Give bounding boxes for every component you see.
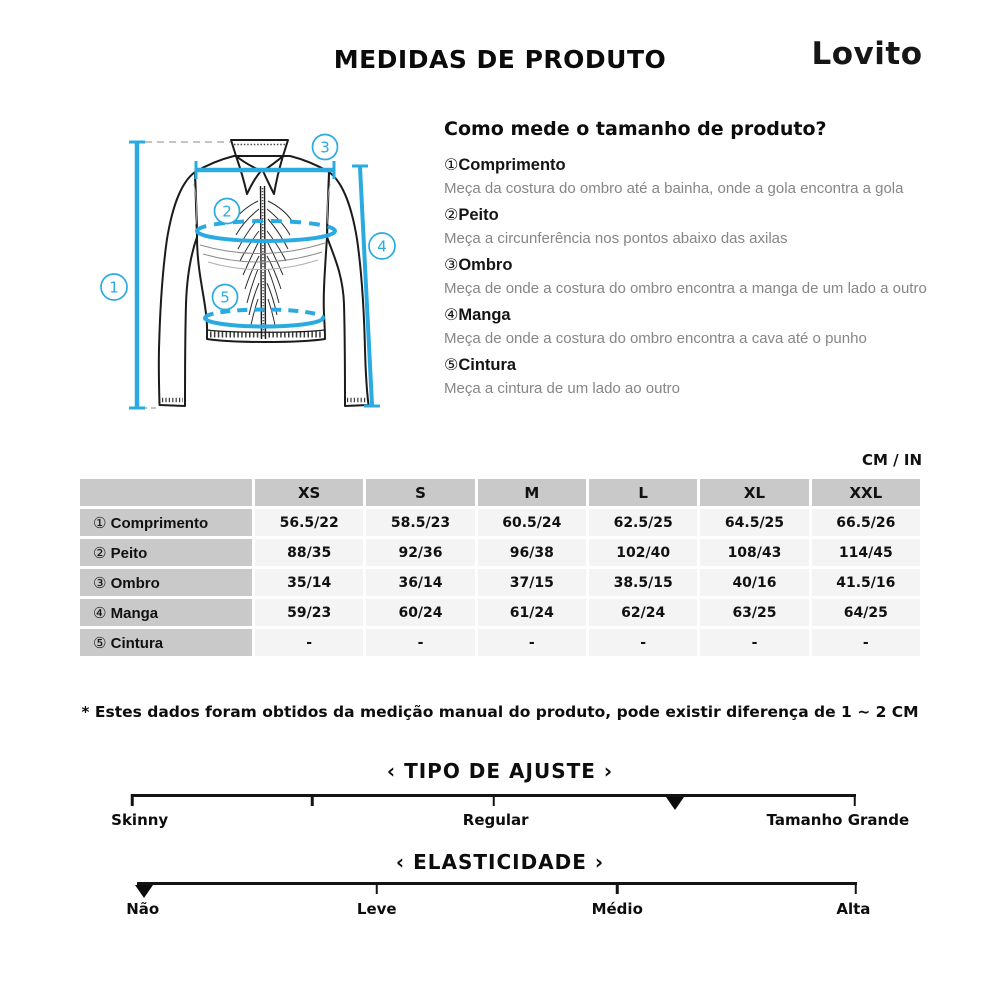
table-row (80, 629, 920, 656)
table-corner-cell (80, 479, 252, 506)
column-header: M (478, 479, 586, 506)
table-cell: 41.5/16 (812, 569, 920, 596)
table-cell: - (255, 629, 363, 656)
slider-track (137, 882, 857, 885)
column-header: S (366, 479, 474, 506)
table-cell: 66.5/26 (812, 509, 920, 536)
measure-instructions (444, 118, 931, 400)
column-header: XS (255, 479, 363, 506)
circled-number: ⑤ (444, 355, 459, 374)
scale-label: Tamanho Grande (766, 811, 910, 829)
table-cell: 60.5/24 (478, 509, 586, 536)
slider-tick (311, 794, 314, 806)
column-header: L (589, 479, 697, 506)
table-cell: 63/25 (700, 599, 808, 626)
badge-4: 4 (377, 237, 387, 256)
instruction-desc: Meça de onde a costura do ombro encontra a cava até o punho (444, 330, 867, 347)
elasticity-labels (126, 900, 871, 920)
elasticity-slider (137, 882, 857, 898)
instruction-label: ③Ombro (444, 255, 513, 274)
unit-label: CM / IN (862, 451, 922, 469)
brand-logo: Lovito (811, 36, 923, 72)
column-header: XL (700, 479, 808, 506)
scale-label: Não (126, 900, 160, 918)
garment-measurement-diagram (82, 108, 442, 440)
elasticity-marker-triangle (135, 885, 153, 898)
fit-type-heading: ‹ TIPO DE AJUSTE › (386, 759, 614, 783)
slider-tick (854, 882, 857, 894)
table-cell: 58.5/23 (366, 509, 474, 536)
table-cell: 35/14 (255, 569, 363, 596)
table-cell: 64/25 (812, 599, 920, 626)
row-label: ③ Ombro (80, 569, 252, 596)
slider-tick (616, 882, 619, 894)
table-row (80, 599, 920, 626)
instruction-label: ②Peito (444, 205, 499, 224)
row-label: ① Comprimento (80, 509, 252, 536)
table-cell: 102/40 (589, 539, 697, 566)
table-cell: - (478, 629, 586, 656)
badge-1: 1 (109, 278, 119, 297)
elasticity-heading: ‹ ELASTICIDADE › (395, 850, 605, 874)
measurement-disclaimer: * Estes dados foram obtidos da medição manual do produto, pode existir diferença de 1 ~ 2 CM (81, 703, 919, 721)
circled-number: ① (444, 155, 459, 174)
table-cell: 40/16 (700, 569, 808, 596)
instruction-desc: Meça a cintura de um lado ao outro (444, 380, 680, 397)
table-cell: 36/14 (366, 569, 474, 596)
slider-tick (131, 794, 134, 806)
circled-number: ④ (444, 305, 459, 324)
scale-label: Skinny (111, 811, 169, 829)
table-cell: 92/36 (366, 539, 474, 566)
circled-number: ② (444, 205, 459, 224)
table-cell: 114/45 (812, 539, 920, 566)
table-cell: 62/24 (589, 599, 697, 626)
table-cell: 59/23 (255, 599, 363, 626)
badge-3: 3 (320, 138, 330, 157)
scale-label: Leve (356, 900, 397, 918)
fit-marker-triangle (666, 797, 684, 810)
table-row (80, 569, 920, 596)
scale-label: Médio (591, 900, 643, 918)
row-label: ② Peito (80, 539, 252, 566)
badge-5: 5 (220, 288, 230, 307)
table-cell: 61/24 (478, 599, 586, 626)
table-cell: 96/38 (478, 539, 586, 566)
table-row (80, 509, 920, 536)
table-cell: 38.5/15 (589, 569, 697, 596)
fit-type-labels (111, 811, 910, 831)
size-table (77, 476, 923, 659)
row-label: ④ Manga (80, 599, 252, 626)
circled-number: ③ (444, 255, 459, 274)
instruction-desc: Meça a circunferência nos pontos abaixo das axilas (444, 230, 788, 247)
table-cell: - (700, 629, 808, 656)
table-cell: - (812, 629, 920, 656)
scale-label: Regular (462, 811, 529, 829)
column-header: XXL (812, 479, 920, 506)
scale-label: Alta (836, 900, 871, 918)
fit-type-slider (131, 794, 856, 810)
slider-tick (376, 882, 379, 894)
table-header-row (80, 479, 920, 506)
table-cell: 62.5/25 (589, 509, 697, 536)
badge-2: 2 (222, 202, 232, 221)
page-title: MEDIDAS DE PRODUTO (333, 45, 667, 74)
table-cell: 60/24 (366, 599, 474, 626)
row-label: ⑤ Cintura (80, 629, 252, 656)
table-cell: 108/43 (700, 539, 808, 566)
instructions-heading: Como mede o tamanho de produto? (444, 118, 827, 140)
table-cell: - (589, 629, 697, 656)
instruction-desc: Meça da costura do ombro até a bainha, onde a gola encontra a gola (444, 180, 904, 197)
table-row (80, 539, 920, 566)
instruction-label: ①Comprimento (444, 155, 566, 174)
table-cell: 88/35 (255, 539, 363, 566)
table-cell: 64.5/25 (700, 509, 808, 536)
instruction-desc: Meça de onde a costura do ombro encontra a manga de um lado a outro (444, 280, 927, 297)
instruction-label: ④Manga (444, 305, 511, 324)
instruction-label: ⑤Cintura (444, 355, 517, 374)
table-cell: 37/15 (478, 569, 586, 596)
slider-tick (492, 794, 495, 806)
table-cell: 56.5/22 (255, 509, 363, 536)
slider-tick (853, 794, 856, 806)
table-cell: - (366, 629, 474, 656)
